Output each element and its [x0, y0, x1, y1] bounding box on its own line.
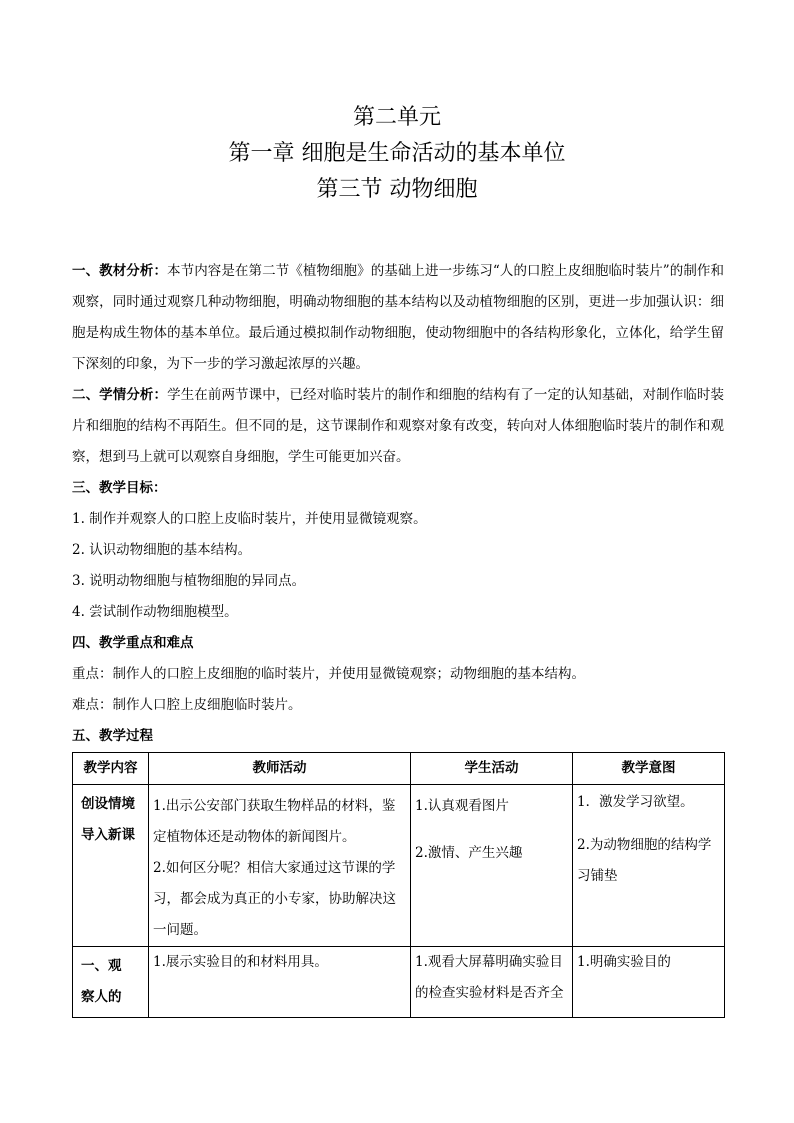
table-header-row — [73, 753, 725, 785]
students-heading: 二、学情分析： — [72, 387, 168, 403]
teacher-cell — [149, 947, 411, 1018]
student-cell — [411, 947, 573, 1018]
student-activity: 1.观看大屏幕明确实验目的检查实验材料是否齐全 — [415, 954, 564, 1001]
intent-cell — [573, 785, 725, 947]
key-point: 重点：制作人的口腔上皮细胞的临时装片，并使用显微镜观察；动物细胞的基本结构。 — [72, 666, 585, 682]
stage-line: 创设情境 — [81, 796, 135, 812]
column-header-content: 教学内容 — [73, 753, 149, 785]
keypoints-heading: 四、教学重点和难点 — [72, 635, 194, 651]
table-row — [73, 785, 725, 947]
stage-line: 一、观 — [81, 958, 122, 974]
column-header-student: 学生活动 — [411, 753, 573, 785]
intent-item: 1.明确实验目的 — [577, 954, 671, 970]
chapter-title: 第一章 细胞是生命活动的基本单位 — [228, 141, 566, 166]
students-paragraph — [72, 380, 724, 473]
goal-item-1: 1. 制作并观察人的口腔上皮临时装片，并使用显微镜观察。 — [72, 511, 427, 527]
unit-title: 第二单元 — [352, 105, 441, 130]
teacher-activity: 1.出示公安部门获取生物样品的材料，鉴定植物体还是动物体的新闻图片。 — [153, 798, 396, 845]
intent-item: 2.为动物细胞的结构学习铺垫 — [577, 837, 712, 884]
analysis-text: 本节内容是在第二节《植物细胞》的基础上进一步练习“人的口腔上皮细胞临时装片”的制作和观察，同时通过观察几种动物细胞，明确动物细胞的基本结构以及动植物细胞的区别，更进一步加强认识：细胞是构成生物体的基本单位。最后通过模拟制作动物细胞，使动物细胞中的各结构形象化，立体化，给学生留下深刻的印象，为下一步的学习激起浓厚的兴趣。 — [72, 263, 724, 372]
lesson-process-table — [72, 752, 725, 1018]
intent-cell — [573, 947, 725, 1018]
analysis-heading: 一、教材分析： — [72, 263, 168, 279]
teacher-cell — [149, 785, 411, 947]
section-title: 第三节 动物细胞 — [316, 177, 478, 202]
stage-line: 察人的 — [81, 989, 122, 1005]
process-heading: 五、教学过程 — [72, 728, 153, 744]
goal-item-4: 4. 尝试制作动物细胞模型。 — [72, 604, 238, 620]
stage-line: 导入新课 — [81, 827, 135, 843]
goal-item-2: 2. 认识动物细胞的基本结构。 — [72, 542, 252, 558]
goals-heading: 三、教学目标： — [72, 480, 167, 496]
student-activity: 2.激情、产生兴趣 — [415, 845, 523, 861]
students-text: 学生在前两节课中，已经对临时装片的制作和细胞的结构有了一定的认知基础，对制作临时装片和细胞的结构不再陌生。但不同的是，这节课制作和观察对象有改变，转向对人体细胞临时装片的制作和观察，想到马上就可以观察自身细胞，学生可能更加兴奋。 — [72, 387, 725, 465]
table-row — [73, 947, 725, 1018]
teacher-activity: 1.展示实验目的和材料用具。 — [153, 954, 328, 970]
student-activity: 1.认真观看图片 — [415, 798, 509, 814]
student-cell — [411, 785, 573, 947]
column-header-intent: 教学意图 — [573, 753, 725, 785]
document-body — [72, 256, 724, 752]
analysis-paragraph — [72, 256, 724, 380]
intent-item: 1．激发学习欲望。 — [577, 794, 694, 810]
column-header-teacher: 教师活动 — [149, 753, 411, 785]
stage-cell — [73, 947, 149, 1018]
title-block — [0, 100, 794, 208]
teacher-activity: 2.如何区分呢？相信大家通过这节课的学习，都会成为真正的小专家，协助解决这一问题。 — [153, 860, 396, 938]
goal-item-3: 3. 说明动物细胞与植物细胞的异同点。 — [72, 573, 306, 589]
stage-cell — [73, 785, 149, 947]
difficult-point: 难点：制作人口腔上皮细胞临时装片。 — [72, 697, 302, 713]
